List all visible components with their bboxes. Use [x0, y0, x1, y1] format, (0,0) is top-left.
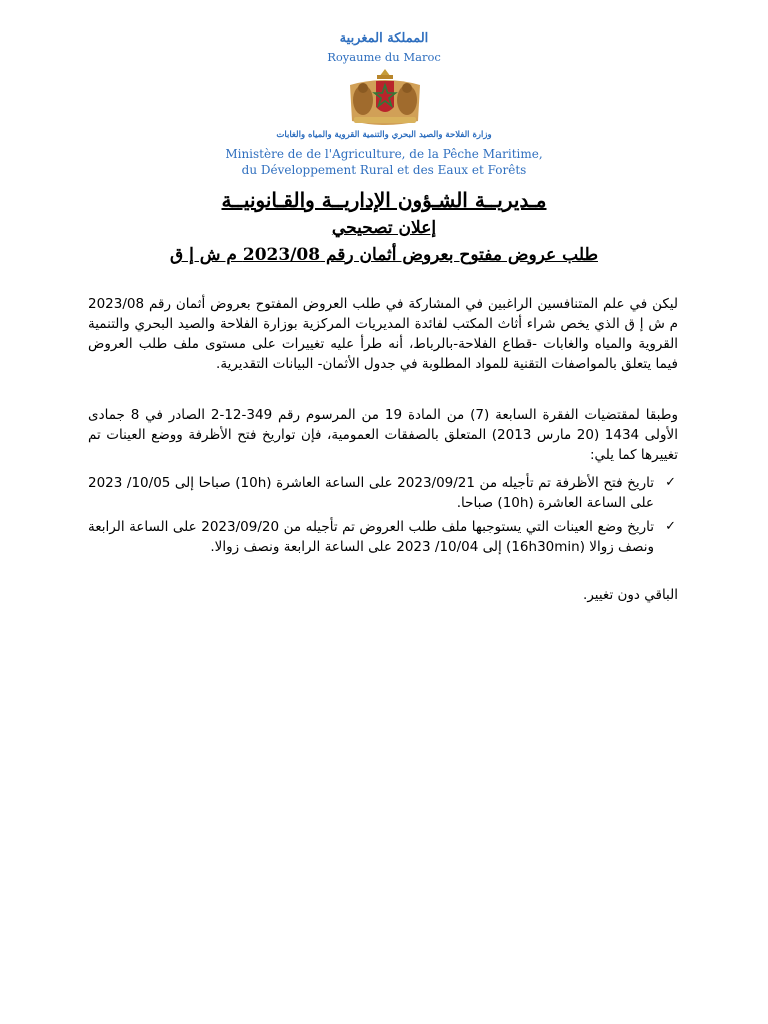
kingdom-name-french: Royaume du Maroc — [327, 50, 441, 64]
directorate-title: مـديريــة الشـؤون الإداريــة والقـانونيــة — [221, 188, 547, 212]
tender-title: طلب عروض مفتوح بعروض أثمان رقم 2023/08 م ش إ ق — [170, 245, 598, 265]
ministry-name-french-line2: du Développement Rural et des Eaux et Forêts — [241, 163, 527, 177]
closing-line: الباقي دون تغيير. — [583, 587, 678, 603]
legal-basis-paragraph: وطبقا لمقتضيات الفقرة السابعة (7) من المادة 19 من المرسوم رقم 349-12-2 الصادر في 8 جمادى الأولى 1434 (20 مارس 2013) المتعلق بالصفقات العمومية، فإن تواريخ فتح الأظرفة ووضع العينات تم تغييرها كما يلي: — [88, 407, 678, 463]
ministry-name-french-line1: Ministère de de l'Agriculture, de la Pêche Maritime, — [225, 147, 543, 161]
intro-paragraph: ليكن في علم المتنافسين الراغبين في المشاركة في طلب العروض المفتوح بعروض أثمان رقم 2023/08 م ش إ ق الذي يخص شراء أثاث المكتب لفائدة المديريات المركزية بوزارة الفلاحة والصيد البحري والتنمية القروية والمياه والغابات -قطاع الفلاحة-بالرباط، أنه طرأ عليه تغييرات على مستوى ملف طلب العروض فيما يتعلق بالمواصفات التقنية للمواد المطلوبة في جدول الأثمان- البيانات التقديرية. — [88, 296, 678, 372]
list-item — [88, 517, 678, 557]
kingdom-name-arabic: المملكة المغربية — [339, 31, 429, 46]
coat-of-arms-icon — [340, 67, 430, 127]
list-item-text: تاريخ وضع العينات التي يستوجبها ملف طلب العروض تم تأجيله من 2023/09/20 على الساعة الرابعة ونصف زوالا (16h30min) إلى 10/04/ 2023 على الساعة الرابعة ونصف زوالا. — [88, 519, 654, 555]
checkmark-icon: ✓ — [665, 475, 676, 490]
ministry-name-french — [0, 146, 768, 178]
ministry-name-arabic: وزارة الفلاحة والصيد البحري والتنمية القروية والمياه والغابات — [276, 130, 492, 140]
announcement-title: إعلان تصحيحي — [331, 218, 437, 238]
list-item — [88, 473, 678, 513]
checkmark-icon: ✓ — [665, 519, 676, 534]
changes-list — [88, 473, 678, 561]
list-item-text: تاريخ فتح الأظرفة تم تأجيله من 2023/09/21 على الساعة العاشرة (10h) صباحا إلى 10/05/ 2023 على الساعة العاشرة (10h) صباحا. — [88, 475, 654, 511]
